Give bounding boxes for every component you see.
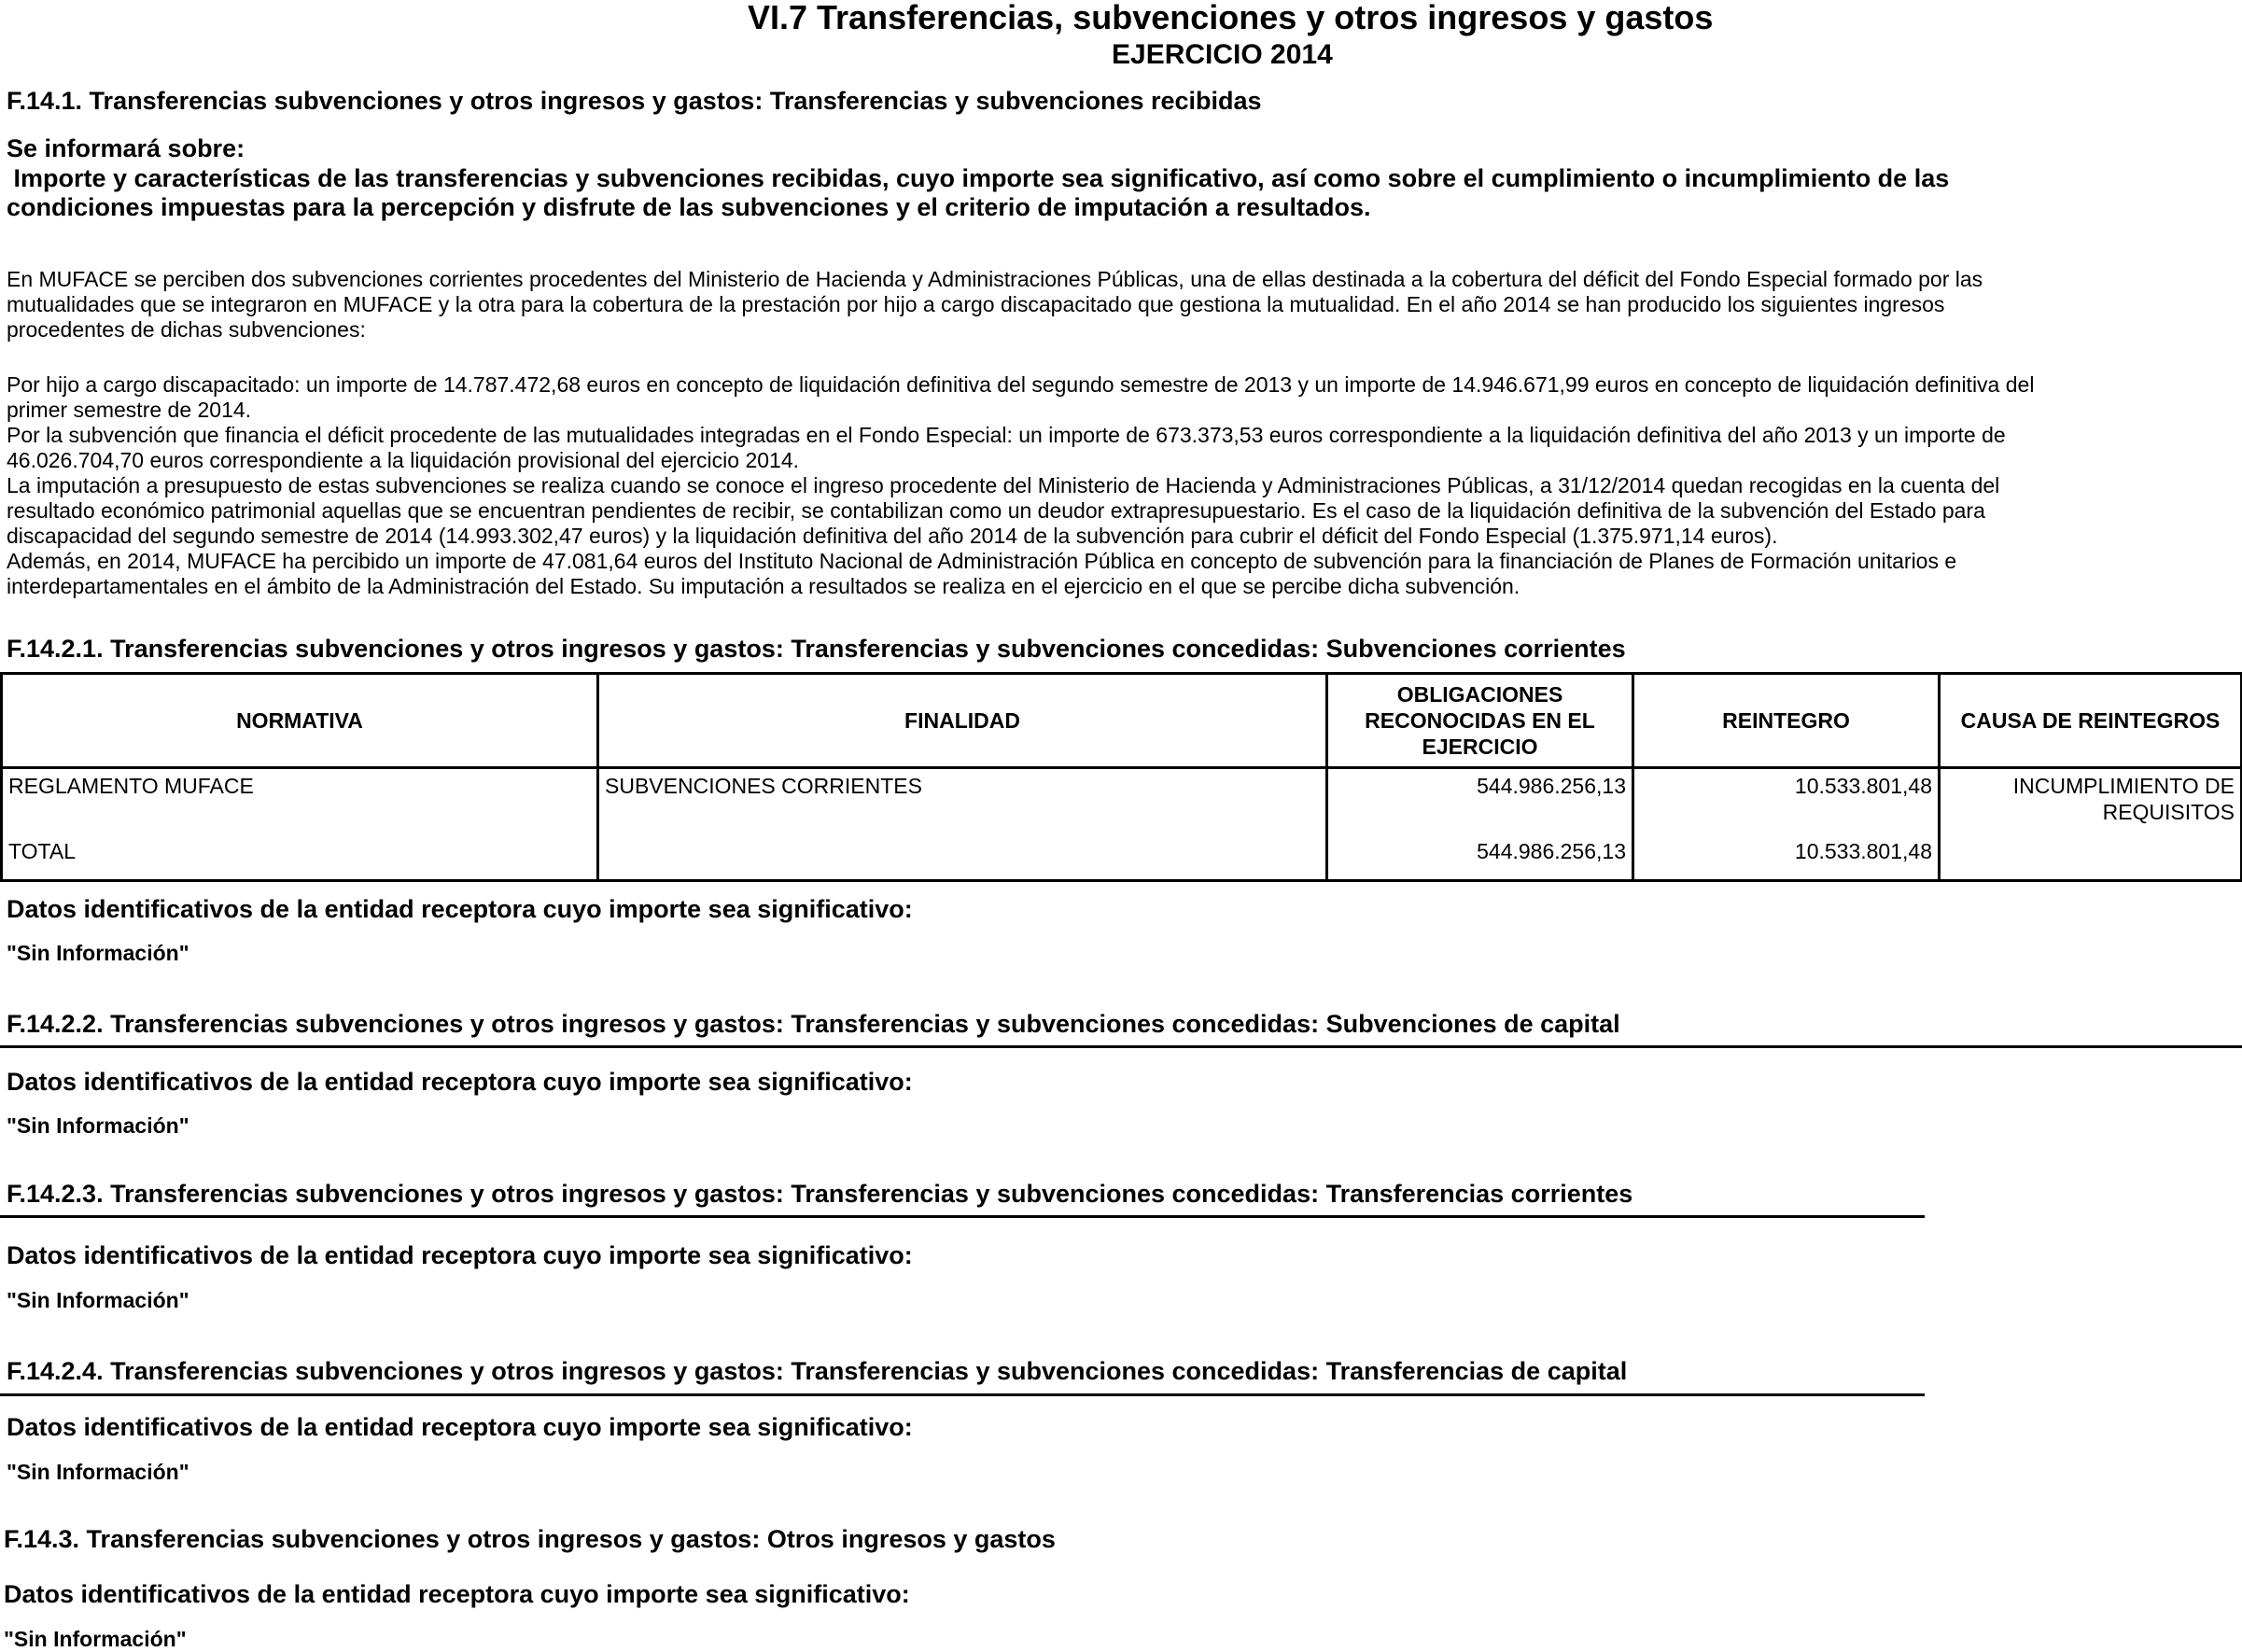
cell-empty — [598, 834, 1327, 881]
datos-label: Datos identificativos de la entidad receptora cuyo importe sea significativo: — [4, 1580, 910, 1608]
sin-informacion: "Sin Información" — [7, 941, 189, 965]
paragraph-line: mutualidades que se integraron en MUFACE y la otra para la cobertura de la prestación por hijo a cargo discapacitado que gestiona la mutualidad. En el año 2014 se han producido los siguientes ingresos — [7, 292, 1945, 316]
section-heading-14-1: F.14.1. Transferencias subvenciones y otros ingresos y gastos: Transferencias y subvenciones recibidas — [7, 87, 1262, 115]
cell-line: INCUMPLIMIENTO DE — [2012, 774, 2235, 798]
datos-label: Datos identificativos de la entidad receptora cuyo importe sea significativo: — [7, 1241, 913, 1269]
paragraph-line: discapacidad del segundo semestre de 2014 (14.993.302,47 euros) y la liquidación definitiva del año 2014 de la subvención para cubrir el déficit del Fondo Especial (1.375.971,14 euros). — [7, 524, 1778, 548]
column-header-causa: CAUSA DE REINTEGROS — [1940, 674, 2242, 768]
table-total-row — [2, 834, 2242, 881]
paragraph-line: Por hijo a cargo discapacitado: un importe de 14.787.472,68 euros en concepto de liquidación definitiva del segundo semestre de 2013 y un importe de 14.946.671,99 euros en concepto de liquidación definitiva del — [7, 372, 2035, 397]
cell-total-reintegro: 10.533.801,48 — [1633, 834, 1940, 881]
paragraph-line: interdepartamentales en el ámbito de la Administración del Estado. Su imputación a resultados se realiza en el ejercicio en el que se percibe dicha subvención. — [7, 574, 1520, 598]
inform-label: Se informará sobre: — [7, 134, 245, 162]
column-header-line: RECONOCIDAS EN EL — [1365, 708, 1595, 733]
section-heading-14-2-4: F.14.2.4. Transferencias subvenciones y otros ingresos y gastos: Transferencias y subvenciones concedidas: Transferencias de capital — [7, 1357, 1628, 1385]
subvenciones-corrientes-table — [0, 672, 2242, 882]
column-header-line: OBLIGACIONES — [1396, 682, 1563, 707]
paragraph-line: 46.026.704,70 euros correspondiente a la liquidación provisional del ejercicio 2014. — [7, 448, 800, 472]
column-header-normativa: NORMATIVA — [2, 674, 598, 768]
table-row — [2, 768, 2242, 835]
datos-label: Datos identificativos de la entidad receptora cuyo importe sea significativo: — [7, 895, 913, 923]
sin-informacion: "Sin Información" — [4, 1627, 187, 1651]
column-header-reintegro: REINTEGRO — [1633, 674, 1940, 768]
cell-obligaciones: 544.986.256,13 — [1327, 768, 1633, 835]
column-header-finalidad: FINALIDAD — [598, 674, 1327, 768]
section-heading-14-2-3: F.14.2.3. Transferencias subvenciones y otros ingresos y gastos: Transferencias y subvenciones concedidas: Transferencias corrientes — [7, 1180, 1633, 1208]
datos-label: Datos identificativos de la entidad receptora cuyo importe sea significativo: — [7, 1068, 913, 1096]
paragraph-line: Por la subvención que financia el déficit procedente de las mutualidades integradas en el Fondo Especial: un importe de 673.373,53 euros correspondiente a la liquidación definitiva del año 2013 y un importe de — [7, 423, 2006, 447]
paragraph-line: Además, en 2014, MUFACE ha percibido un importe de 47.081,64 euros del Instituto Nacional de Administración Pública en concepto de subvención para la financiación de Planes de Formación unitarios e — [7, 549, 1957, 573]
paragraph-line: resultado económico patrimonial aquellas que se encuentran pendientes de recibir, se contabilizan como un deudor extrapresupuestario. Es el caso de la liquidación definitiva de la subvención del Estado para — [7, 498, 1985, 523]
sin-informacion: "Sin Información" — [7, 1288, 189, 1312]
cell-reintegro: 10.533.801,48 — [1633, 768, 1940, 835]
paragraph-line: procedentes de dichas subvenciones: — [7, 317, 366, 342]
page-subtitle: EJERCICIO 2014 — [1112, 39, 1333, 70]
cell-causa — [1940, 768, 2242, 835]
section-heading-14-2-1: F.14.2.1. Transferencias subvenciones y otros ingresos y gastos: Transferencias y subvenciones concedidas: Subvenciones corrientes — [7, 635, 1626, 663]
inform-line-1: Importe y características de las transferencias y subvenciones recibidas, cuyo importe sea significativo, así como sobre el cumplimiento o incumplimiento de las — [7, 164, 1950, 192]
column-header-obligaciones — [1327, 674, 1633, 768]
section-divider — [0, 1393, 1925, 1396]
sin-informacion: "Sin Información" — [7, 1113, 189, 1138]
section-heading-14-3: F.14.3. Transferencias subvenciones y otros ingresos y gastos: Otros ingresos y gastos — [4, 1525, 1056, 1553]
table-header-row — [2, 674, 2242, 768]
cell-total-label: TOTAL — [2, 834, 598, 881]
cell-normativa: REGLAMENTO MUFACE — [2, 768, 598, 835]
section-divider — [0, 1045, 2242, 1048]
paragraph-details — [7, 372, 2034, 599]
section-divider — [0, 1215, 1925, 1218]
cell-total-obligaciones: 544.986.256,13 — [1327, 834, 1633, 881]
cell-empty — [1940, 834, 2242, 881]
paragraph-line: La imputación a presupuesto de estas subvenciones se realiza cuando se conoce el ingreso procedente del Ministerio de Hacienda y Administraciones Públicas, a 31/12/2014 quedan recogidas en la cuenta del — [7, 473, 2000, 497]
column-header-line: EJERCICIO — [1422, 735, 1538, 759]
paragraph-intro — [7, 267, 1983, 343]
cell-finalidad: SUBVENCIONES CORRIENTES — [598, 768, 1327, 835]
page-title: VI.7 Transferencias, subvenciones y otros ingresos y gastos — [748, 0, 1714, 36]
paragraph-line: primer semestre de 2014. — [7, 398, 252, 422]
paragraph-line: En MUFACE se perciben dos subvenciones corrientes procedentes del Ministerio de Hacienda y Administraciones Públicas, una de ellas destinada a la cobertura del déficit del Fondo Especial formado por las — [7, 267, 1983, 291]
inform-line-2: condiciones impuestas para la percepción y disfrute de las subvenciones y el criterio de imputación a resultados. — [7, 193, 1371, 221]
sin-informacion: "Sin Información" — [7, 1460, 189, 1484]
datos-label: Datos identificativos de la entidad receptora cuyo importe sea significativo: — [7, 1413, 913, 1441]
section-heading-14-2-2: F.14.2.2. Transferencias subvenciones y otros ingresos y gastos: Transferencias y subvenciones concedidas: Subvenciones de capital — [7, 1010, 1620, 1038]
cell-line: REQUISITOS — [2102, 800, 2235, 824]
